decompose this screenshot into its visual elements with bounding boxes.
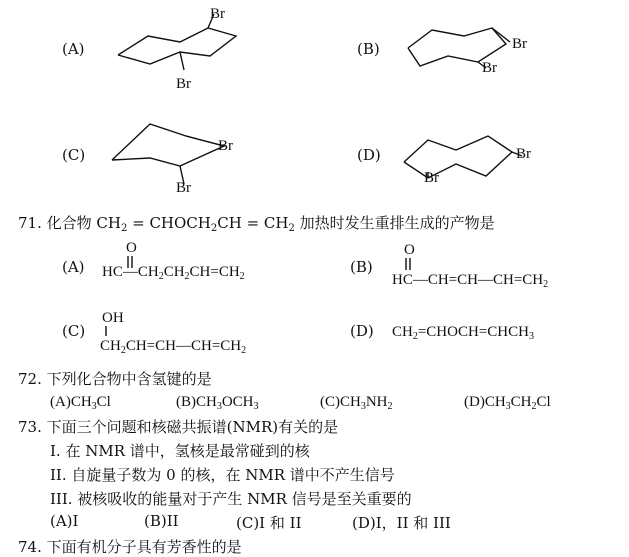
option-72a: $(A)CH_3Cl$: [50, 394, 111, 412]
q74-stem: [18, 536, 242, 557]
q72-stem: [18, 368, 212, 389]
option-label-70c: (C): [62, 146, 86, 164]
br-label: Br: [424, 170, 439, 186]
option-72b: $(B)CH_3OCH_3$: [176, 394, 259, 412]
option-label-70d: (D): [357, 146, 381, 164]
statement-iii: III. 被核吸收的能量对于产生 NMR 信号是至关重要的: [50, 490, 412, 508]
oxygen-label: O: [126, 240, 137, 256]
br-label: Br: [218, 138, 233, 154]
question-number: 74.: [18, 538, 42, 556]
question-number: 72.: [18, 370, 42, 388]
option-71a-formula: $HC—CH_2CH_2CH=CH_2$: [102, 264, 245, 282]
br-label: Br: [210, 6, 225, 22]
option-label-71a: (A): [62, 258, 85, 276]
option-72c: $(C)CH_3NH_2$: [320, 394, 393, 412]
stem-text: 下面三个问题和核磁共振谱(NMR)有关的是: [46, 418, 339, 436]
br-label: Br: [176, 76, 191, 92]
option-label-71d: (D): [350, 322, 374, 340]
oxygen-label: O: [404, 242, 415, 258]
option-71d-formula: $CH_2=CHOCH=CHCH_3$: [392, 324, 534, 342]
option-label-71b: (B): [350, 258, 373, 276]
br-label: Br: [516, 146, 531, 162]
stem-text: 下列化合物中含氢键的是: [46, 370, 212, 388]
option-73b: (B)II: [144, 512, 179, 530]
option-71c-formula: $CH_2CH=CH—CH=CH_2$: [100, 338, 247, 356]
br-label: Br: [176, 180, 191, 196]
br-label: Br: [512, 36, 527, 52]
hydroxyl-label: OH: [102, 310, 124, 326]
br-label: Br: [482, 60, 497, 76]
statement-i: I. 在 NMR 谱中，氢核是最常碰到的核: [50, 442, 310, 460]
statement-ii: II. 自旋量子数为 0 的核，在 NMR 谱中不产生信号: [50, 466, 395, 484]
option-72d: $(D)CH_3CH_2Cl$: [464, 394, 551, 412]
option-71b-formula: $HC—CH=CH—CH=CH_2$: [392, 272, 549, 290]
option-73d: (D)I，II 和 III: [352, 514, 451, 532]
option-label-70a: (A): [62, 40, 85, 58]
option-label-71c: (C): [62, 322, 86, 340]
question-number: 73.: [18, 418, 42, 436]
stem-text: 下面有机分子具有芳香性的是: [46, 538, 242, 556]
question-number: 71.: [18, 214, 42, 232]
stem-text: 化合物 $CH_2$ = $CHOCH_2CH = CH_2$ 加热时发生重排生成的产物是: [46, 214, 495, 234]
q73-stem: [18, 416, 338, 437]
option-73c: (C)I 和 II: [236, 514, 302, 532]
option-73a: (A)I: [50, 512, 79, 530]
option-label-70b: (B): [357, 40, 380, 58]
